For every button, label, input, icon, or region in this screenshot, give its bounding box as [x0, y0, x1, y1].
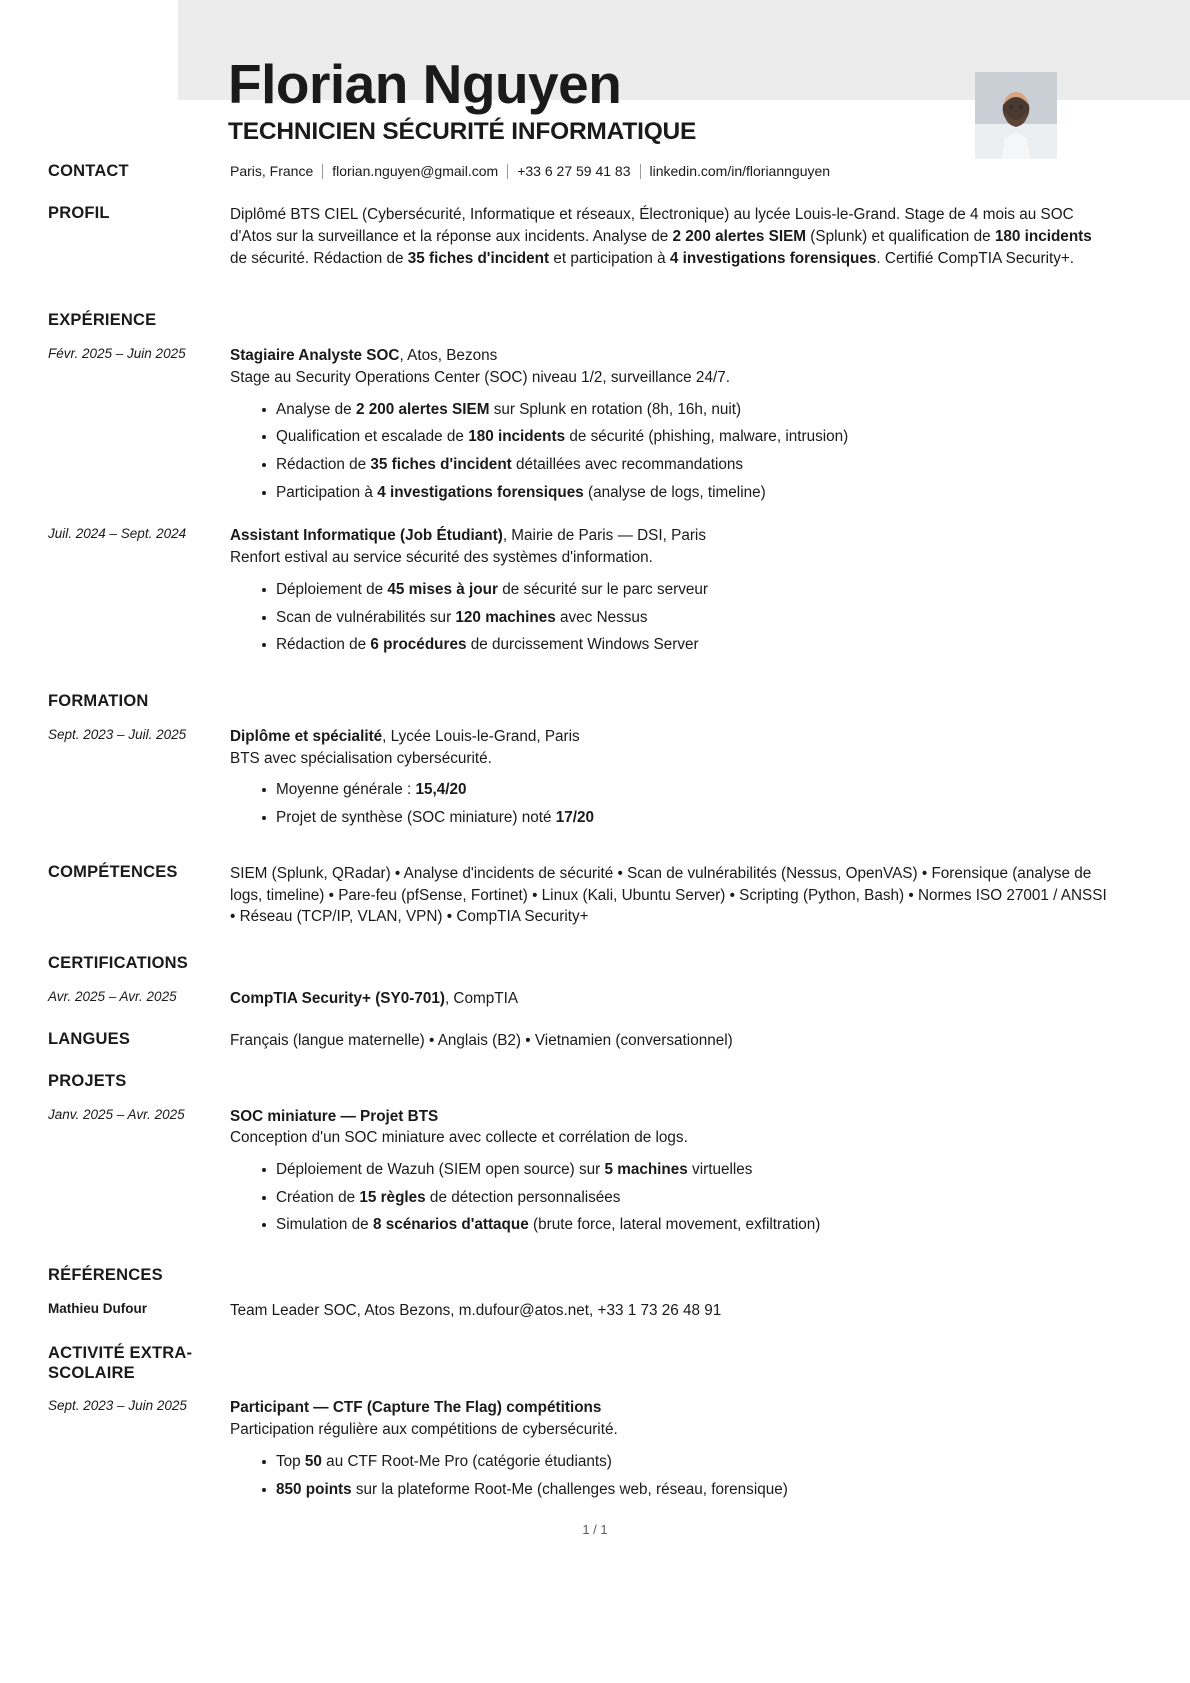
reference-entry	[48, 1300, 1108, 1322]
entry-company: , Atos, Bezons	[399, 347, 498, 365]
section-contact	[48, 162, 1108, 182]
reference-details: Team Leader SOC, Atos Bezons, m.dufour@atos.net, +33 1 73 26 48 91	[230, 1301, 722, 1319]
section-heading-experience	[48, 311, 1108, 331]
entry-subtitle: Stage au Security Operations Center (SOC) niveau 1/2, surveillance 24/7.	[230, 368, 730, 386]
entry-subtitle: Conception d'un SOC miniature avec collecte et corrélation de logs.	[230, 1129, 688, 1147]
projet-entry	[48, 1106, 1108, 1237]
experience-entry	[48, 525, 1108, 656]
bullet-item: Moyenne générale : 15,4/20	[262, 779, 1108, 801]
competences-text: SIEM (Splunk, QRadar) • Analyse d'incidents de sécurité • Scan de vulnérabilités (Nessus, OpenVAS) • Forensique (analyse de logs, timeline) • Pare-feu (pfSense, Fortinet) • Linux (Kali, Ubuntu Server) • Scripting (Python, Bash) • Normes ISO 27001 / ANSSI • Réseau (TCP/IP, VLAN, VPN) • CompTIA Security+	[230, 864, 1107, 926]
entry-bullets	[230, 1159, 1108, 1236]
entry-bullets	[230, 1451, 1108, 1500]
section-heading-certifications	[48, 954, 1108, 974]
entry-date: Juil. 2024 – Sept. 2024	[48, 526, 187, 542]
section-label-projets: PROJETS	[48, 1071, 127, 1090]
contact-phone[interactable]: +33 6 27 59 41 83	[517, 163, 631, 179]
entry-date: Avr. 2025 – Avr. 2025	[48, 989, 177, 1005]
bullet-item: Top 50 au CTF Root-Me Pro (catégorie étudiants)	[262, 1451, 1108, 1473]
section-label-experience: EXPÉRIENCE	[48, 311, 157, 330]
section-label-profil: PROFIL	[48, 203, 110, 222]
entry-title	[230, 726, 1108, 748]
entry-subtitle: Participation régulière aux compétitions de cybersécurité.	[230, 1421, 618, 1439]
entry-date: Sept. 2023 – Juin 2025	[48, 1398, 187, 1414]
entry-subtitle: BTS avec spécialisation cybersécurité.	[230, 749, 492, 767]
entry-title	[230, 525, 1108, 547]
entry-title	[230, 1106, 1108, 1128]
bullet-item: Analyse de 2 200 alertes SIEM sur Splunk en rotation (8h, 16h, nuit)	[262, 399, 1108, 421]
bullet-item: Rédaction de 35 fiches d'incident détaillées avec recommandations	[262, 454, 1108, 476]
bullet-item: 850 points sur la plateforme Root-Me (challenges web, réseau, forensique)	[262, 1479, 1108, 1501]
entry-bullets	[230, 399, 1108, 504]
entry-role: Stagiaire Analyste SOC	[230, 347, 400, 365]
entry-title	[230, 345, 1108, 367]
contact-divider	[507, 164, 508, 179]
bullet-item: Déploiement de 45 mises à jour de sécurité sur le parc serveur	[262, 579, 1108, 601]
experience-entry	[48, 345, 1108, 503]
section-profil	[48, 204, 1108, 270]
section-label-formation: FORMATION	[48, 692, 149, 711]
avatar	[975, 72, 1057, 159]
bullet-item: Création de 15 règles de détection personnalisées	[262, 1187, 1108, 1209]
contact-line	[230, 162, 1108, 182]
certification-entry	[48, 988, 1108, 1010]
contact-divider	[322, 164, 323, 179]
entry-title	[230, 988, 1108, 1010]
formation-entry	[48, 726, 1108, 829]
bullet-item: Participation à 4 investigations forensiques (analyse de logs, timeline)	[262, 482, 1108, 504]
bullet-item: Projet de synthèse (SOC miniature) noté 17/20	[262, 807, 1108, 829]
entry-date: Févr. 2025 – Juin 2025	[48, 346, 186, 362]
entry-title	[230, 1397, 1108, 1419]
section-label-certifications: CERTIFICATIONS	[48, 954, 188, 973]
section-heading-projets	[48, 1072, 1108, 1092]
section-langues	[48, 1030, 1108, 1052]
activite-name: Participant — CTF (Capture The Flag) compétitions	[230, 1399, 602, 1417]
entry-bullets	[230, 779, 1108, 828]
bullet-item: Déploiement de Wazuh (SIEM open source) sur 5 machines virtuelles	[262, 1159, 1108, 1181]
page-title: Florian Nguyen	[228, 53, 622, 115]
bullet-item: Simulation de 8 scénarios d'attaque (brute force, lateral movement, exfiltration)	[262, 1214, 1108, 1236]
entry-company: , Mairie de Paris — DSI, Paris	[502, 527, 706, 545]
contact-email[interactable]: florian.nguyen@gmail.com	[332, 163, 499, 179]
projet-name: SOC miniature — Projet BTS	[230, 1107, 439, 1125]
resume-content	[0, 160, 1190, 1500]
entry-date: Sept. 2023 – Juil. 2025	[48, 726, 187, 742]
section-label-langues: LANGUES	[48, 1029, 131, 1048]
bullet-item: Scan de vulnérabilités sur 120 machines avec Nessus	[262, 607, 1108, 629]
certification-name: CompTIA Security+ (SY0-701)	[230, 990, 445, 1008]
contact-divider	[640, 164, 641, 179]
langues-text: Français (langue maternelle) • Anglais (B2) • Vietnamien (conversationnel)	[230, 1031, 733, 1049]
page-indicator: 1 / 1	[582, 1522, 608, 1537]
activite-entry	[48, 1397, 1108, 1500]
contact-linkedin[interactable]: linkedin.com/in/floriannguyen	[649, 163, 831, 179]
certification-issuer: , CompTIA	[444, 990, 519, 1008]
entry-date: Janv. 2025 – Avr. 2025	[48, 1106, 185, 1122]
reference-name: Mathieu Dufour	[48, 1300, 147, 1316]
bullet-item: Rédaction de 6 procédures de durcissement Windows Server	[262, 634, 1108, 656]
entry-bullets	[230, 579, 1108, 656]
section-heading-references	[48, 1266, 1108, 1286]
section-label-activite: ACTIVITÉ EXTRA-SCOLAIRE	[48, 1343, 193, 1382]
entry-school: , Lycée Louis-le-Grand, Paris	[382, 727, 580, 745]
contact-location: Paris, France	[230, 163, 314, 179]
profile-photo-icon	[975, 72, 1057, 159]
section-label-competences: COMPÉTENCES	[48, 862, 178, 881]
name-block	[228, 53, 958, 146]
job-title-subtitle: TECHNICIEN SÉCURITÉ INFORMATIQUE	[228, 117, 697, 145]
section-label-contact: CONTACT	[48, 162, 129, 180]
entry-role: Assistant Informatique (Job Étudiant)	[230, 527, 503, 545]
section-label-references: RÉFÉRENCES	[48, 1266, 163, 1285]
profil-text: Diplômé BTS CIEL (Cybersécurité, Informatique et réseaux, Électronique) au lycée Louis-le-Grand. Stage de 4 mois au SOC d'Atos sur la surveillance et la réponse aux incidents. Analyse de 2 200 alertes SIEM (Splunk) et qualification de 180 incidents de sécurité. Rédaction de 35 fiches d'incident et participation à 4 investigations forensiques. Certifié CompTIA Security+.	[230, 205, 1092, 267]
section-competences	[48, 863, 1108, 929]
page-footer	[0, 1522, 1190, 1537]
bullet-item: Qualification et escalade de 180 incidents de sécurité (phishing, malware, intrusion)	[262, 426, 1108, 448]
section-heading-activite	[48, 1344, 1108, 1384]
entry-subtitle: Renfort estival au service sécurité des systèmes d'information.	[230, 549, 653, 567]
section-heading-formation	[48, 692, 1108, 712]
entry-degree: Diplôme et spécialité	[230, 727, 383, 745]
